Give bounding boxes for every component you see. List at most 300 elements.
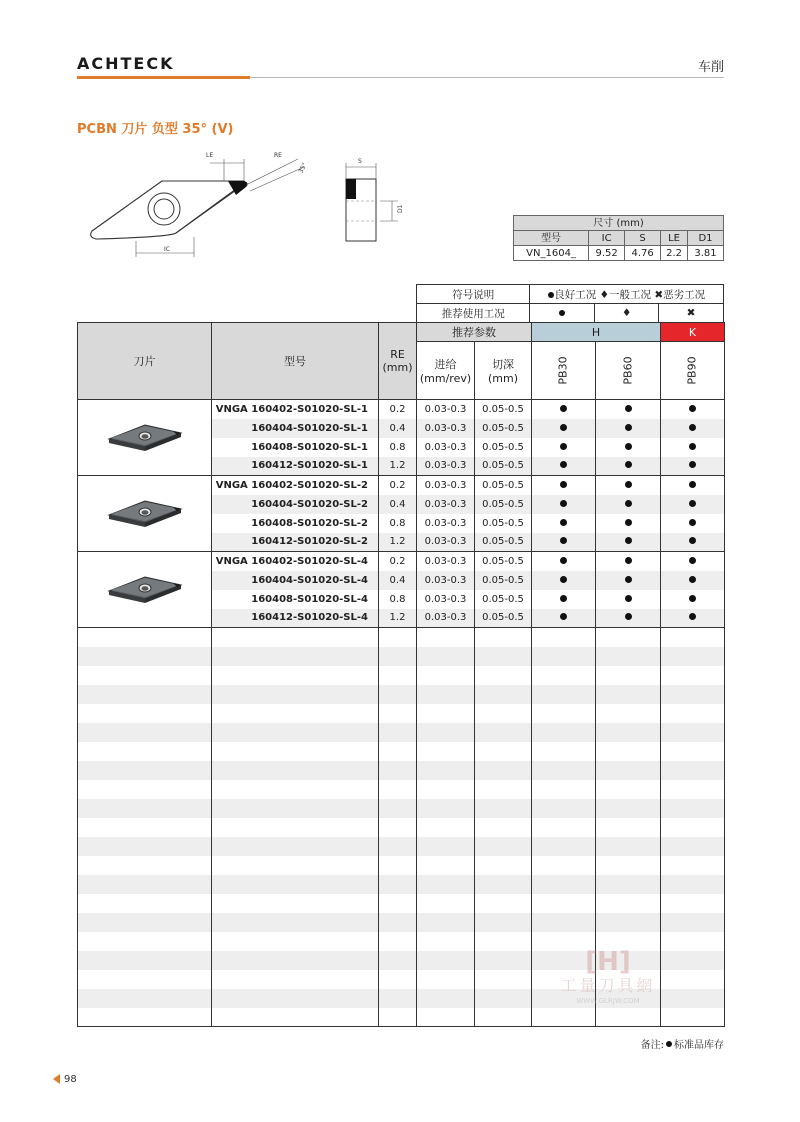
empty-cell [475, 742, 532, 761]
empty-cell [417, 666, 475, 685]
empty-cell [532, 894, 596, 913]
stock-dot-cell [596, 457, 661, 476]
model-cell: 160412-S01020-SL-4 [212, 609, 379, 628]
empty-cell [596, 723, 661, 742]
empty-cell [596, 647, 661, 666]
empty-cell [532, 704, 596, 723]
empty-cell [417, 647, 475, 666]
empty-cell [475, 818, 532, 837]
empty-cell [212, 761, 379, 780]
model-cell: 160404-S01020-SL-2 [212, 495, 379, 514]
empty-cell [417, 989, 475, 1008]
empty-cell [661, 704, 725, 723]
stock-dot-icon [560, 557, 567, 564]
insert-image [105, 571, 185, 605]
empty-cell [379, 951, 417, 970]
stock-dot-icon [689, 557, 696, 564]
empty-cell [417, 894, 475, 913]
label-ic: IC [164, 246, 170, 253]
table-row [78, 780, 725, 799]
re-cell: 0.8 [379, 590, 417, 609]
feed-cell: 0.03-0.3 [417, 495, 475, 514]
empty-cell [212, 856, 379, 875]
watermark-url: WWW.GLRJW.COM [576, 997, 640, 1005]
empty-cell [661, 761, 725, 780]
empty-cell [379, 780, 417, 799]
empty-cell [475, 723, 532, 742]
empty-cell [596, 818, 661, 837]
general-condition-icon: ♦ [599, 288, 609, 301]
empty-cell [661, 856, 725, 875]
feed-cell: 0.03-0.3 [417, 438, 475, 457]
stock-dot-icon [689, 424, 696, 431]
stock-dot-icon [689, 500, 696, 507]
empty-cell [78, 913, 212, 932]
stock-dot-cell [532, 609, 596, 628]
stock-dot-icon [689, 595, 696, 602]
stock-dot-icon [689, 613, 696, 620]
empty-cell [661, 723, 725, 742]
condition-bad-icon: ✖ [659, 304, 724, 323]
dim-header: 型号 [514, 231, 589, 246]
empty-cell [417, 951, 475, 970]
table-row [78, 476, 725, 495]
stock-dot-cell [596, 495, 661, 514]
model-cell: VNGA 160402-S01020-SL-2 [212, 476, 379, 495]
empty-cell [532, 837, 596, 856]
empty-cell [78, 799, 212, 818]
header-depth: 切深 (mm) [475, 342, 532, 400]
empty-cell [78, 647, 212, 666]
empty-cell [475, 989, 532, 1008]
empty-cell [212, 989, 379, 1008]
stock-dot-cell [532, 552, 596, 571]
legend-table [416, 284, 724, 323]
table-row [78, 856, 725, 875]
table-row [78, 723, 725, 742]
stock-dot-cell [596, 609, 661, 628]
table-row [78, 742, 725, 761]
empty-cell [379, 875, 417, 894]
stock-dot-icon [560, 461, 567, 468]
stock-dot-cell [596, 571, 661, 590]
table-row [78, 647, 725, 666]
insert-image [105, 419, 185, 453]
empty-cell [417, 913, 475, 932]
model-cell: 160404-S01020-SL-1 [212, 419, 379, 438]
empty-cell [212, 742, 379, 761]
feed-cell: 0.03-0.3 [417, 552, 475, 571]
empty-cell [475, 951, 532, 970]
empty-cell [379, 666, 417, 685]
re-cell: 0.8 [379, 514, 417, 533]
stock-dot-cell [532, 438, 596, 457]
empty-cell [417, 685, 475, 704]
header-feed: 进给 (mm/rev) [417, 342, 475, 400]
table-row [78, 685, 725, 704]
empty-cell [78, 856, 212, 875]
empty-cell [417, 704, 475, 723]
model-cell: 160404-S01020-SL-4 [212, 571, 379, 590]
stock-dot-icon [560, 519, 567, 526]
empty-cell [379, 723, 417, 742]
empty-cell [379, 761, 417, 780]
dim-value: 2.2 [661, 246, 688, 261]
empty-cell [379, 894, 417, 913]
empty-cell [475, 647, 532, 666]
stock-dot-icon [625, 405, 632, 412]
stock-dot-icon [560, 500, 567, 507]
empty-cell [417, 856, 475, 875]
empty-cell [212, 1008, 379, 1027]
depth-cell: 0.05-0.5 [475, 533, 532, 552]
header-accent-bar [77, 76, 250, 79]
insert-body [91, 181, 239, 239]
empty-cell [532, 913, 596, 932]
stock-dot-icon [689, 443, 696, 450]
re-cell: 0.4 [379, 571, 417, 590]
empty-cell [661, 685, 725, 704]
empty-cell [661, 875, 725, 894]
re-cell: 1.2 [379, 609, 417, 628]
empty-cell [596, 628, 661, 647]
re-cell: 0.4 [379, 495, 417, 514]
empty-cell [475, 875, 532, 894]
feed-cell: 0.03-0.3 [417, 419, 475, 438]
feed-cell: 0.03-0.3 [417, 533, 475, 552]
depth-cell: 0.05-0.5 [475, 400, 532, 419]
empty-cell [532, 628, 596, 647]
feed-cell: 0.03-0.3 [417, 609, 475, 628]
empty-cell [661, 742, 725, 761]
stock-dot-cell [532, 400, 596, 419]
empty-cell [475, 799, 532, 818]
empty-cell [78, 704, 212, 723]
stock-dot-cell [661, 495, 725, 514]
empty-cell [78, 742, 212, 761]
stock-dot-icon [560, 537, 567, 544]
empty-cell [212, 685, 379, 704]
empty-cell [475, 932, 532, 951]
stock-dot-icon [625, 613, 632, 620]
stock-dot-cell [661, 514, 725, 533]
empty-cell [417, 875, 475, 894]
empty-cell [379, 628, 417, 647]
empty-cell [596, 666, 661, 685]
table-row [78, 552, 725, 571]
header-re: RE (mm) [379, 323, 417, 400]
depth-cell: 0.05-0.5 [475, 495, 532, 514]
empty-cell [532, 799, 596, 818]
empty-cell [379, 970, 417, 989]
empty-cell [532, 856, 596, 875]
stock-dot-cell [532, 457, 596, 476]
stock-dot-icon [560, 481, 567, 488]
re-cell: 1.2 [379, 457, 417, 476]
empty-cell [532, 818, 596, 837]
page-number: 98 [53, 1074, 77, 1085]
page-title: PCBN 刀片 负型 35° (V) [77, 122, 234, 137]
section-label: 车削 [697, 60, 724, 75]
table-row [78, 704, 725, 723]
stock-dot-icon [689, 519, 696, 526]
grade-pb90: PB90 [661, 342, 725, 400]
re-cell: 0.2 [379, 552, 417, 571]
stock-dot-cell [596, 476, 661, 495]
table-row [78, 837, 725, 856]
empty-cell [212, 780, 379, 799]
model-cell: 160412-S01020-SL-1 [212, 457, 379, 476]
empty-cell [475, 913, 532, 932]
empty-cell [417, 799, 475, 818]
depth-cell: 0.05-0.5 [475, 438, 532, 457]
empty-cell [661, 818, 725, 837]
stock-dot-cell [661, 476, 725, 495]
empty-cell [417, 761, 475, 780]
stock-dot-icon [625, 576, 632, 583]
empty-cell [78, 628, 212, 647]
stock-dot-icon [625, 500, 632, 507]
empty-cell [212, 970, 379, 989]
empty-cell [532, 875, 596, 894]
stock-dot-cell [661, 571, 725, 590]
stock-dot-cell [596, 400, 661, 419]
group-h: H [532, 323, 661, 342]
dimension-table [513, 215, 724, 261]
re-cell: 0.8 [379, 438, 417, 457]
table-row [78, 628, 725, 647]
empty-cell [212, 666, 379, 685]
stock-dot-cell [532, 419, 596, 438]
table-row [78, 818, 725, 837]
footnote: 备注: 标准品库存 [640, 1040, 724, 1051]
empty-cell [661, 799, 725, 818]
empty-cell [532, 780, 596, 799]
empty-cell [379, 932, 417, 951]
stock-dot-cell [661, 533, 725, 552]
label-angle: 35° [297, 161, 309, 175]
empty-cell [212, 723, 379, 742]
stock-dot-cell [532, 495, 596, 514]
stock-dot-icon [666, 1041, 672, 1047]
stock-dot-cell [596, 419, 661, 438]
empty-cell [661, 666, 725, 685]
label-s: S [358, 158, 362, 165]
stock-dot-icon [689, 537, 696, 544]
empty-cell [417, 780, 475, 799]
stock-dot-cell [596, 533, 661, 552]
empty-cell [78, 894, 212, 913]
insert-image-cell [78, 476, 212, 552]
feed-cell: 0.03-0.3 [417, 590, 475, 609]
dimension-caption: 尺寸 (mm) [514, 216, 724, 231]
empty-cell [661, 894, 725, 913]
stock-dot-cell [532, 533, 596, 552]
depth-cell: 0.05-0.5 [475, 514, 532, 533]
depth-cell: 0.05-0.5 [475, 476, 532, 495]
table-row [78, 400, 725, 419]
stock-dot-cell [532, 590, 596, 609]
empty-cell [596, 837, 661, 856]
stock-dot-cell [661, 457, 725, 476]
empty-cell [212, 647, 379, 666]
stock-dot-icon [560, 424, 567, 431]
empty-cell [78, 685, 212, 704]
label-d1: D1 [397, 204, 404, 213]
stock-dot-icon [625, 424, 632, 431]
condition-label: 推荐使用工况 [417, 304, 530, 323]
empty-cell [596, 856, 661, 875]
empty-cell [475, 761, 532, 780]
empty-cell [212, 951, 379, 970]
depth-cell: 0.05-0.5 [475, 571, 532, 590]
stock-dot-icon [625, 461, 632, 468]
depth-cell: 0.05-0.5 [475, 609, 532, 628]
header-insert: 刀片 [78, 323, 212, 400]
model-cell: 160412-S01020-SL-2 [212, 533, 379, 552]
empty-cell [532, 647, 596, 666]
empty-cell [212, 913, 379, 932]
re-cell: 0.4 [379, 419, 417, 438]
empty-cell [379, 856, 417, 875]
stock-dot-cell [532, 476, 596, 495]
stock-dot-cell [661, 609, 725, 628]
empty-cell [475, 856, 532, 875]
empty-cell [475, 628, 532, 647]
empty-cell [78, 970, 212, 989]
table-row [78, 761, 725, 780]
empty-cell [417, 723, 475, 742]
empty-cell [78, 951, 212, 970]
table-row [78, 799, 725, 818]
re-cell: 0.2 [379, 400, 417, 419]
empty-cell [78, 818, 212, 837]
dim-header: LE [661, 231, 688, 246]
feed-cell: 0.03-0.3 [417, 400, 475, 419]
empty-cell [596, 780, 661, 799]
dim-header: S [625, 231, 661, 246]
stock-dot-icon [689, 481, 696, 488]
watermark [538, 948, 678, 1018]
watermark-logo-icon: [H] [585, 947, 631, 977]
empty-cell [475, 837, 532, 856]
dim-header: IC [589, 231, 625, 246]
empty-cell [379, 1008, 417, 1027]
empty-cell [417, 932, 475, 951]
brand-logo: ACHTECK [77, 54, 175, 73]
empty-cell [78, 989, 212, 1008]
stock-dot-cell [532, 571, 596, 590]
insert-image-cell [78, 552, 212, 628]
stock-dot-cell [532, 514, 596, 533]
stock-dot-icon [625, 537, 632, 544]
empty-cell [212, 837, 379, 856]
empty-cell [417, 818, 475, 837]
empty-cell [78, 1008, 212, 1027]
condition-general-icon: ♦ [595, 304, 659, 323]
empty-cell [661, 647, 725, 666]
symbol-label: 符号说明 [417, 285, 530, 304]
re-cell: 1.2 [379, 533, 417, 552]
empty-cell [379, 742, 417, 761]
empty-cell [596, 704, 661, 723]
empty-cell [212, 932, 379, 951]
empty-cell [596, 875, 661, 894]
label-re: RE [274, 152, 282, 159]
empty-cell [475, 685, 532, 704]
empty-cell [596, 742, 661, 761]
empty-cell [532, 723, 596, 742]
feed-cell: 0.03-0.3 [417, 457, 475, 476]
condition-good-icon [530, 304, 595, 323]
empty-cell [212, 704, 379, 723]
empty-cell [379, 799, 417, 818]
symbol-description: 良好工况 ♦一般工况 ✖恶劣工况 [530, 285, 724, 304]
stock-dot-icon [689, 461, 696, 468]
empty-cell [475, 970, 532, 989]
empty-cell [661, 780, 725, 799]
stock-dot-cell [661, 590, 725, 609]
empty-cell [532, 685, 596, 704]
empty-cell [379, 647, 417, 666]
empty-cell [417, 970, 475, 989]
empty-cell [78, 780, 212, 799]
model-cell: 160408-S01020-SL-2 [212, 514, 379, 533]
empty-cell [212, 818, 379, 837]
model-cell: 160408-S01020-SL-1 [212, 438, 379, 457]
empty-cell [596, 913, 661, 932]
side-view-tip [346, 179, 356, 199]
empty-cell [417, 1008, 475, 1027]
re-cell: 0.2 [379, 476, 417, 495]
model-cell: VNGA 160402-S01020-SL-1 [212, 400, 379, 419]
insert-technical-drawing [84, 145, 414, 265]
empty-cell [532, 742, 596, 761]
empty-cell [379, 837, 417, 856]
stock-dot-icon [689, 405, 696, 412]
depth-cell: 0.05-0.5 [475, 552, 532, 571]
model-cell: 160408-S01020-SL-4 [212, 590, 379, 609]
empty-cell [475, 666, 532, 685]
feed-cell: 0.03-0.3 [417, 476, 475, 495]
dim-value: 3.81 [687, 246, 723, 261]
insert-image-cell [78, 400, 212, 476]
product-table [77, 322, 725, 1027]
stock-dot-icon [625, 557, 632, 564]
empty-cell [661, 913, 725, 932]
stock-dot-icon [560, 595, 567, 602]
empty-cell [78, 932, 212, 951]
watermark-text: 工量刀具網 [560, 976, 656, 995]
empty-cell [212, 894, 379, 913]
empty-cell [417, 628, 475, 647]
stock-dot-icon [625, 443, 632, 450]
feed-cell: 0.03-0.3 [417, 571, 475, 590]
stock-dot-cell [596, 514, 661, 533]
group-k: K [661, 323, 725, 342]
empty-cell [596, 799, 661, 818]
empty-cell [78, 666, 212, 685]
stock-dot-cell [596, 590, 661, 609]
stock-dot-cell [661, 419, 725, 438]
empty-cell [212, 628, 379, 647]
stock-dot-cell [661, 552, 725, 571]
empty-cell [532, 761, 596, 780]
params-label: 推荐参数 [417, 323, 532, 342]
stock-dot-cell [596, 438, 661, 457]
stock-dot-icon [625, 595, 632, 602]
stock-dot-icon [560, 576, 567, 583]
